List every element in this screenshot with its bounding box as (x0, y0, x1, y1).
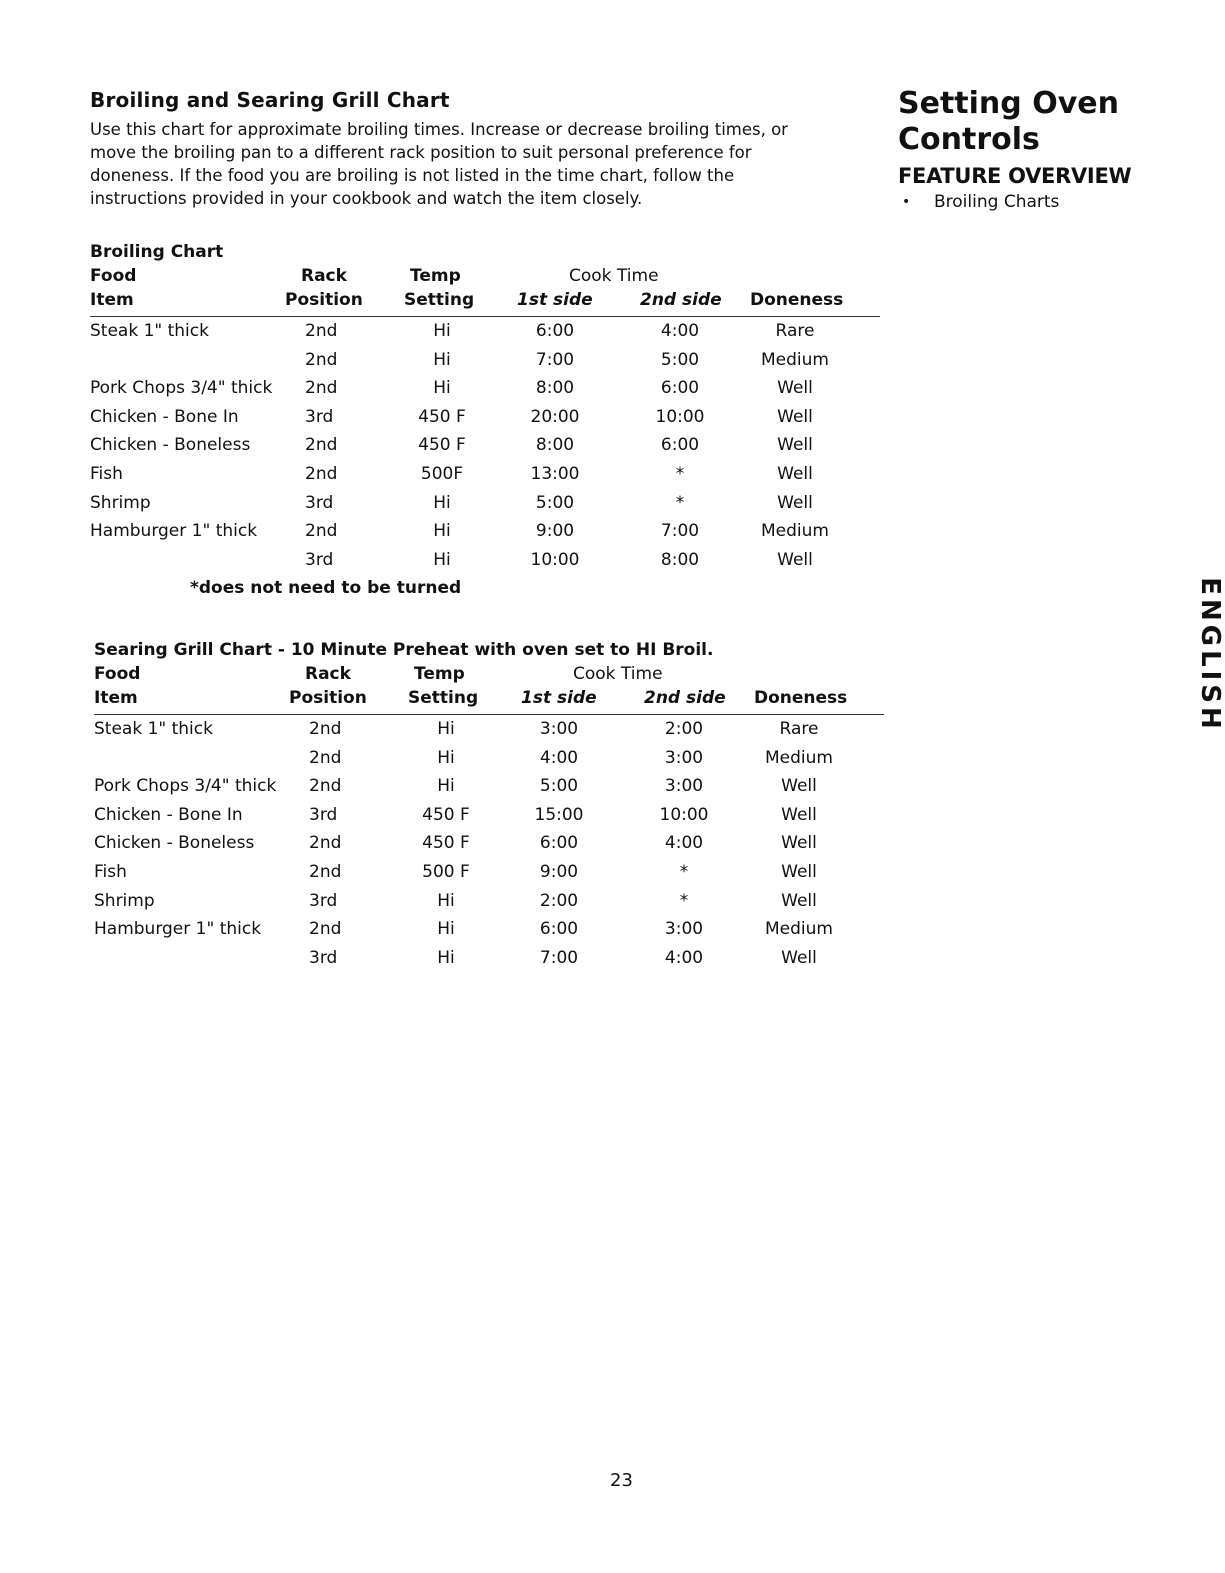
cell-temp: Hi (437, 947, 455, 968)
table-row (90, 403, 880, 432)
header-temp: Temp (410, 266, 461, 286)
cell-second: 4:00 (664, 833, 704, 854)
footnote: *does not need to be turned (190, 578, 462, 599)
cell-second: * (679, 890, 689, 911)
cell-temp: Hi (437, 890, 455, 911)
cell-doneness: Well (781, 947, 817, 968)
cell-food: Hamburger 1" thick (90, 521, 258, 542)
cell-rack: 3rd (309, 804, 338, 825)
cell-temp: Hi (433, 321, 451, 341)
cell-temp: Hi (433, 549, 451, 570)
sidebar-title-line1: Setting Oven (898, 86, 1119, 121)
header-food: Food (90, 266, 137, 286)
cell-second: 3:00 (664, 747, 704, 768)
cell-doneness: Well (781, 861, 817, 882)
intro-paragraph: Use this chart for approximate broiling times. Increase or decrease broiling times, or move the broiling pan to a different rack position to suit personal preference for doneness. If the food you are broiling is not listed in the time chart, follow the instructions provided in your cookbook and watch the item closely. (90, 120, 788, 208)
cell-rack: 2nd (305, 463, 338, 484)
cell-temp: Hi (433, 349, 451, 370)
cell-food: Shrimp (90, 492, 151, 513)
feature-list-item (898, 192, 1138, 212)
table-row (94, 858, 884, 887)
searing-chart-title: Searing Grill Chart - 10 Minute Preheat with oven set to HI Broil. (94, 640, 714, 660)
bullet-icon: • (902, 194, 911, 210)
cell-food: Steak 1" thick (90, 321, 209, 341)
broiling-chart-title: Broiling Chart (90, 242, 224, 262)
table-row (94, 887, 884, 916)
cell-food: Hamburger 1" thick (94, 919, 262, 940)
table-row (90, 431, 880, 460)
cell-temp: 450 F (422, 804, 470, 825)
cell-doneness: Medium (761, 521, 829, 542)
table-row (94, 829, 884, 858)
cell-rack: 2nd (305, 321, 338, 341)
cell-second: 6:00 (660, 378, 700, 399)
cell-doneness: Medium (765, 919, 833, 940)
cell-temp: Hi (433, 378, 451, 399)
cell-doneness: Well (777, 492, 813, 513)
header-cook-time: Cook Time (569, 266, 659, 286)
cell-first: 6:00 (535, 321, 575, 341)
header-first-side: 1st side (517, 290, 593, 310)
header-second-side: 2nd side (644, 688, 726, 708)
cell-temp: 450 F (418, 406, 466, 427)
cell-second: 4:00 (660, 321, 700, 341)
feature-list-item-label: Broiling Charts (934, 192, 1060, 212)
cell-rack: 2nd (305, 378, 338, 399)
cell-first: 8:00 (535, 378, 575, 399)
table-row (90, 346, 880, 375)
cell-second: 10:00 (655, 406, 705, 427)
cell-second: 3:00 (664, 776, 704, 797)
cell-doneness: Well (777, 406, 813, 427)
section-title: Broiling and Searing Grill Chart (90, 88, 450, 112)
searing-rows (94, 715, 884, 972)
cell-rack: 2nd (305, 521, 338, 542)
header-doneness: Doneness (754, 688, 848, 708)
table-row (90, 317, 880, 346)
cell-second: 5:00 (660, 349, 700, 370)
header-first-side: 1st side (521, 688, 597, 708)
cell-first: 6:00 (539, 833, 579, 854)
header-item: Item (90, 290, 134, 310)
cell-rack: 3rd (309, 947, 338, 968)
header-setting: Setting (404, 290, 475, 310)
cell-rack: 3rd (305, 406, 334, 427)
table-row (94, 772, 884, 801)
cell-first: 9:00 (539, 861, 579, 882)
header-rack: Rack (305, 664, 351, 684)
cell-food: Pork Chops 3/4" thick (94, 776, 277, 797)
cell-second: * (679, 861, 689, 882)
cell-temp: 500F (420, 463, 464, 484)
cell-food: Chicken - Bone In (94, 804, 243, 825)
cell-doneness: Well (781, 890, 817, 911)
cell-first: 20:00 (530, 406, 580, 427)
header-position: Position (285, 290, 363, 310)
cell-rack: 2nd (309, 833, 342, 854)
cell-rack: 2nd (305, 349, 338, 370)
cell-temp: 500 F (422, 861, 470, 882)
header-rack: Rack (301, 266, 347, 286)
cell-doneness: Medium (761, 349, 829, 370)
cell-first: 6:00 (539, 919, 579, 940)
cell-second: 10:00 (659, 804, 709, 825)
cell-rack: 3rd (309, 890, 338, 911)
header-food: Food (94, 664, 141, 684)
cell-food: Shrimp (94, 890, 155, 911)
header-temp: Temp (414, 664, 465, 684)
searing-chart (94, 640, 884, 972)
page-number: 23 (610, 1470, 633, 1491)
cell-first: 3:00 (539, 719, 579, 739)
cell-second: 3:00 (664, 919, 704, 940)
cell-temp: 450 F (422, 833, 470, 854)
cell-rack: 2nd (305, 435, 338, 456)
cell-doneness: Rare (779, 719, 819, 739)
cell-temp: Hi (433, 492, 451, 513)
cell-doneness: Well (777, 378, 813, 399)
table-row (94, 944, 884, 973)
language-tab: ENGLISH (1194, 577, 1225, 733)
cell-temp: 450 F (418, 435, 466, 456)
feature-overview-heading: FEATURE OVERVIEW (898, 164, 1132, 188)
table-row (90, 517, 880, 546)
cell-second: 7:00 (660, 521, 700, 542)
cell-first: 9:00 (535, 521, 575, 542)
broiling-rows (90, 317, 880, 574)
table-row (94, 715, 884, 744)
header-cook-time: Cook Time (573, 664, 663, 684)
broiling-chart-header (90, 266, 880, 314)
cell-food: Fish (90, 463, 123, 484)
cell-second: 2:00 (664, 719, 704, 739)
feature-sidebar (898, 86, 1138, 212)
cell-rack: 2nd (309, 776, 342, 797)
cell-food: Fish (94, 861, 127, 882)
cell-food: Steak 1" thick (94, 719, 213, 739)
cell-doneness: Well (781, 804, 817, 825)
cell-second: * (675, 492, 685, 513)
cell-first: 5:00 (535, 492, 575, 513)
cell-first: 7:00 (535, 349, 575, 370)
cell-temp: Hi (433, 521, 451, 542)
cell-temp: Hi (437, 919, 455, 940)
table-row (90, 546, 880, 575)
cell-doneness: Well (777, 463, 813, 484)
cell-second: * (675, 463, 685, 484)
cell-first: 10:00 (530, 549, 580, 570)
table-row (90, 460, 880, 489)
cell-doneness: Well (777, 435, 813, 456)
cell-doneness: Medium (765, 747, 833, 768)
cell-first: 13:00 (530, 463, 580, 484)
cell-rack: 2nd (309, 919, 342, 940)
cell-food: Chicken - Boneless (94, 833, 255, 854)
header-item: Item (94, 688, 138, 708)
cell-second: 6:00 (660, 435, 700, 456)
cell-rack: 2nd (309, 719, 342, 739)
cell-second: 4:00 (664, 947, 704, 968)
intro-section (90, 88, 880, 210)
table-row (90, 374, 880, 403)
cell-first: 4:00 (539, 747, 579, 768)
cell-first: 15:00 (534, 804, 584, 825)
cell-temp: Hi (437, 776, 455, 797)
cell-rack: 2nd (309, 861, 342, 882)
cell-first: 5:00 (539, 776, 579, 797)
cell-temp: Hi (437, 719, 455, 739)
cell-food: Chicken - Boneless (90, 435, 251, 456)
cell-doneness: Well (781, 776, 817, 797)
table-row (94, 915, 884, 944)
sidebar-title-line2: Controls (898, 122, 1040, 157)
cell-rack: 3rd (305, 492, 334, 513)
searing-chart-header (94, 664, 884, 712)
broiling-chart (90, 242, 880, 598)
cell-food: Chicken - Bone In (90, 406, 239, 427)
cell-rack: 2nd (309, 747, 342, 768)
cell-food: Pork Chops 3/4" thick (90, 378, 273, 399)
cell-doneness: Well (781, 833, 817, 854)
cell-first: 7:00 (539, 947, 579, 968)
table-row (94, 744, 884, 773)
header-setting: Setting (408, 688, 479, 708)
cell-temp: Hi (437, 747, 455, 768)
table-row (94, 801, 884, 830)
cell-rack: 3rd (305, 549, 334, 570)
cell-second: 8:00 (660, 549, 700, 570)
cell-first: 2:00 (539, 890, 579, 911)
header-doneness: Doneness (750, 290, 844, 310)
table-row (90, 489, 880, 518)
cell-doneness: Well (777, 549, 813, 570)
header-second-side: 2nd side (640, 290, 722, 310)
header-position: Position (289, 688, 367, 708)
cell-first: 8:00 (535, 435, 575, 456)
cell-doneness: Rare (775, 321, 815, 341)
